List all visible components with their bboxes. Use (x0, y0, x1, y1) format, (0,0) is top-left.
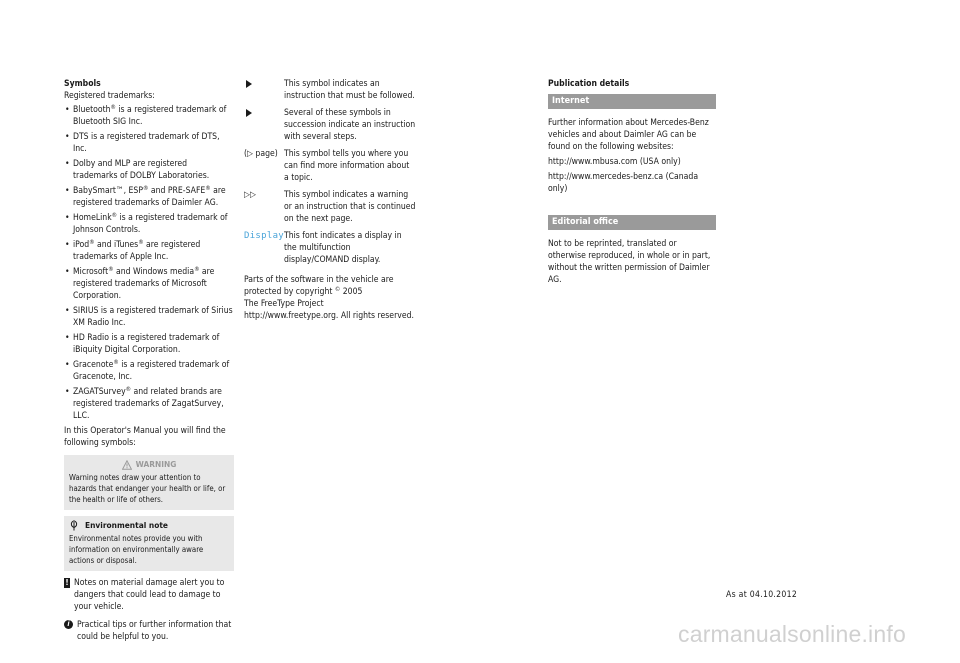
editorial-text: Not to be reprinted, translated or otherwise reproduced, in whole or in part, without the written permission of Daimler AG. (548, 239, 711, 285)
continued-symbol: ▷▷ (244, 190, 256, 200)
list-item: • HomeLink® is a registered trademark of Johnson Controls. (64, 212, 234, 236)
environmental-box (64, 516, 234, 571)
list-item: • iPod® and iTunes® are registered trademarks of Apple Inc. (64, 239, 234, 263)
list-item: • Dolby and MLP are registered trademarks of DOLBY Laboratories. (64, 158, 234, 182)
symbol-table-column (244, 78, 416, 322)
warning-text: Warning notes draw your attention to hazards that endanger your health or life, or the health or life of others. (69, 473, 226, 504)
publication-heading: Publication details (548, 79, 630, 89)
registered-intro: Registered trademarks: (64, 91, 155, 101)
symbol-row (244, 107, 416, 143)
list-item: • Gracenote® is a registered trademark of Gracenote, Inc. (64, 359, 234, 383)
warning-title: WARNING (135, 459, 177, 469)
list-item: • Microsoft® and Windows media® are registered trademarks of Microsoft Corporation. (64, 266, 234, 302)
environmental-title: Environmental note (85, 520, 168, 530)
symbols-column (64, 78, 234, 643)
damage-note-text: Notes on material damage alert you to dangers that could lead to damage to your vehicle. (74, 578, 225, 612)
list-item: • DTS is a registered trademark of DTS, Inc. (64, 131, 234, 155)
url-usa: http://www.mbusa.com (USA only) (548, 157, 681, 167)
arrow-right-icon (246, 109, 252, 117)
page-ref-symbol: (▷ page) (244, 149, 278, 159)
list-item: • ZAGATSurvey® and related brands are registered trademarks of ZagatSurvey, LLC. (64, 386, 234, 422)
trademark-list (64, 104, 234, 422)
copyright-notice: Parts of the software in the vehicle are protected by copyright © 2005 The FreeType Project http://www.freetype.org. All rights reserved. (244, 275, 414, 321)
url-canada: http://www.mercedes-benz.ca (Canada only) (548, 172, 699, 194)
list-item: • SIRIUS is a registered trademark of Sirius XM Radio Inc. (64, 305, 234, 329)
list-item: • BabySmart™, ESP® and PRE-SAFE® are registered trademarks of Daimler AG. (64, 185, 234, 209)
internet-bar: Internet (548, 94, 716, 109)
watermark: carmanualsonline.info (678, 621, 906, 647)
symbol-desc: Several of these symbols in succession indicate an instruction with several steps. (284, 108, 416, 142)
warning-title-row (69, 459, 229, 470)
list-item: • Bluetooth® is a registered trademark of Bluetooth SIG Inc. (64, 104, 234, 128)
environmental-text: Environmental notes provide you with information on environmentally aware actions or disposal. (69, 534, 204, 565)
symbol-row (244, 148, 416, 184)
as-at-date: As at 04.10.2012 (726, 590, 798, 600)
exclamation-icon: ! (65, 578, 69, 587)
damage-note (64, 577, 234, 613)
tips-note (64, 619, 234, 643)
environmental-title-row (69, 520, 229, 531)
leaf-icon (69, 520, 79, 531)
symbol-desc: This symbol tells you where you can find more information about a topic. (284, 149, 410, 183)
warning-box (64, 455, 234, 510)
list-item: • HD Radio is a registered trademark of iBiquity Digital Corporation. (64, 332, 234, 356)
internet-text: Further information about Mercedes-Benz vehicles and about Daimler AG can be found on the following websites: (548, 118, 709, 152)
symbol-row (244, 189, 416, 225)
arrow-right-icon (246, 80, 252, 88)
symbol-desc: This symbol indicates an instruction that must be followed. (284, 79, 415, 101)
manual-intro: In this Operator's Manual you will find the following symbols: (64, 426, 226, 448)
symbol-row (244, 78, 416, 102)
editorial-bar: Editorial office (548, 215, 716, 230)
publication-column (548, 78, 716, 289)
info-icon: i (64, 620, 73, 629)
tips-note-text: Practical tips or further information that could be helpful to you. (77, 620, 232, 642)
copyright-symbol: © (334, 286, 341, 293)
warning-triangle-icon (122, 460, 132, 470)
display-font-symbol: Display (244, 231, 285, 241)
symbol-desc: This font indicates a display in the multifunction display/COMAND display. (284, 231, 402, 265)
symbol-row (244, 230, 416, 266)
symbols-heading: Symbols (64, 79, 101, 89)
symbol-desc: This symbol indicates a warning or an instruction that is continued on the next page. (284, 190, 416, 224)
